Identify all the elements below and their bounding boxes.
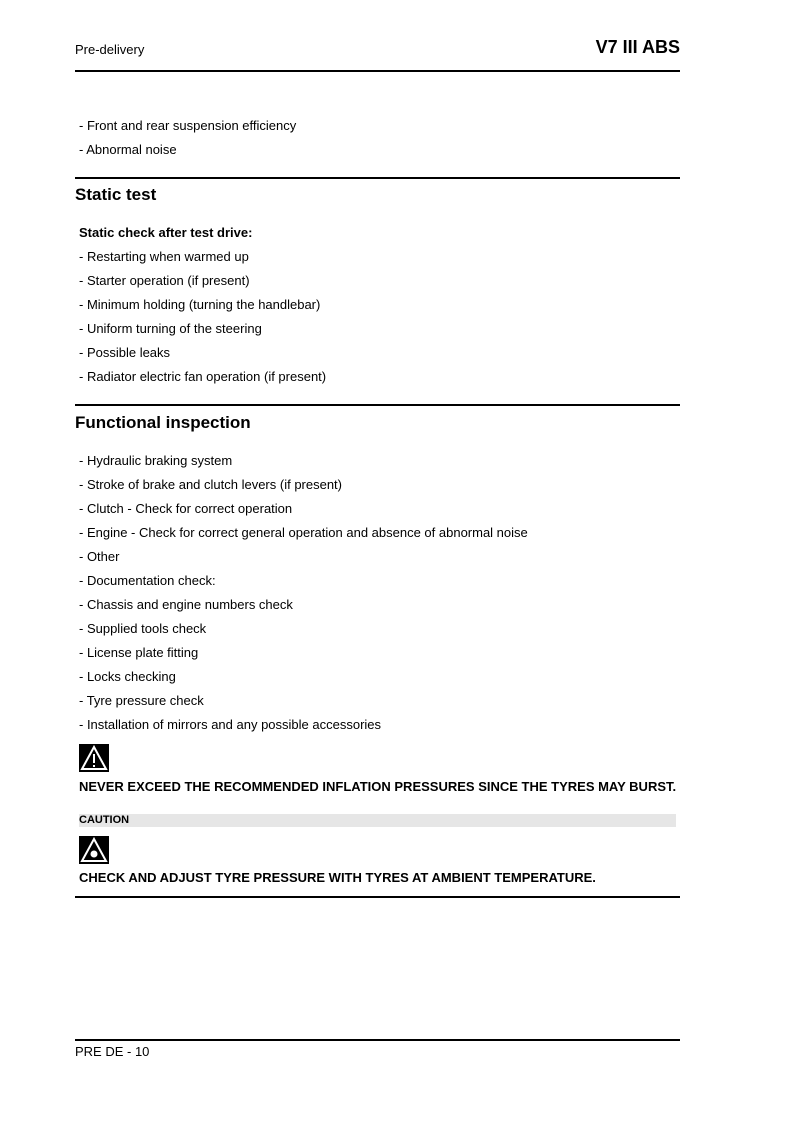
section-heading-static-test: Static test	[75, 185, 157, 204]
page-number: PRE DE - 10	[75, 1044, 150, 1059]
section-divider	[75, 177, 680, 179]
list-item: - Tyre pressure check	[79, 693, 204, 708]
list-item: - Uniform turning of the steering	[79, 321, 262, 336]
list-item: - Front and rear suspension efficiency	[79, 118, 297, 133]
static-check-subheading: Static check after test drive:	[79, 225, 253, 240]
list-item: - Engine - Check for correct general operation and absence of abnormal noise	[79, 525, 528, 540]
list-item: - Possible leaks	[79, 345, 171, 360]
list-item: - Locks checking	[79, 669, 176, 684]
list-item: - Other	[79, 549, 120, 564]
section-heading-functional-inspection: Functional inspection	[75, 413, 251, 432]
list-item: - Chassis and engine numbers check	[79, 597, 293, 612]
list-item: - License plate fitting	[79, 645, 199, 660]
list-item: - Minimum holding (turning the handlebar)	[79, 297, 321, 312]
list-item: - Radiator electric fan operation (if present)	[79, 369, 327, 384]
list-item: - Restarting when warmed up	[79, 249, 249, 264]
list-item: - Clutch - Check for correct operation	[79, 501, 293, 516]
caution-icon	[79, 836, 109, 864]
section-divider	[75, 404, 680, 406]
warning-icon	[79, 744, 109, 772]
header-model-title: V7 III ABS	[595, 37, 680, 57]
caution-text: CHECK AND ADJUST TYRE PRESSURE WITH TYRES AT AMBIENT TEMPERATURE.	[79, 870, 596, 885]
caution-label: CAUTION	[79, 814, 130, 826]
list-item: - Stroke of brake and clutch levers (if present)	[79, 477, 343, 492]
footer-divider	[75, 1039, 680, 1041]
list-item: - Abnormal noise	[79, 142, 177, 157]
warning-text: NEVER EXCEED THE RECOMMENDED INFLATION PRESSURES SINCE THE TYRES MAY BURST.	[79, 779, 677, 794]
list-item: - Starter operation (if present)	[79, 273, 250, 288]
list-item: - Supplied tools check	[79, 621, 207, 636]
list-item: - Installation of mirrors and any possible accessories	[79, 717, 382, 732]
section-divider	[75, 896, 680, 898]
list-item: - Hydraulic braking system	[79, 453, 233, 468]
caution-label-bar	[79, 814, 676, 827]
header-section-title: Pre-delivery	[75, 42, 145, 57]
list-item: - Documentation check:	[79, 573, 216, 588]
header-divider	[75, 70, 680, 72]
